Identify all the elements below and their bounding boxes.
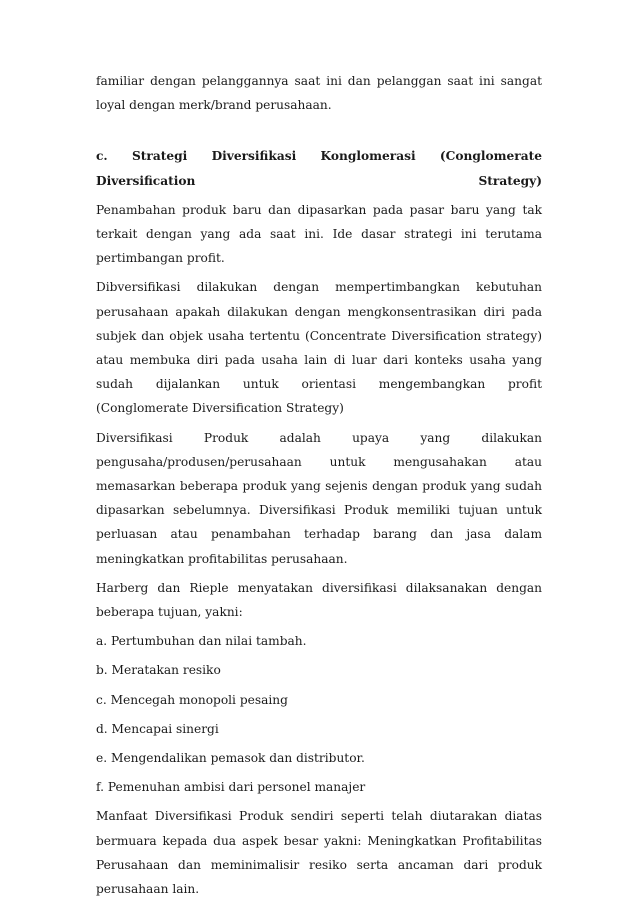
list-item: b. Meratakan resiko — [96, 663, 221, 678]
paragraph-diversification-consideration: Dibversifikasi dilakukan dengan mempertimbangkan kebutuhan perusahaan apakah dilakukan dengan mengkonsentrasikan diri pada subjek dan objek usaha tertentu (Concentrate Diversification strategy) atau membuka diri pada usaha lain di luar dari konteks usaha yang sudah dijalankan untuk orientasi mengembangkan profit (Conglomerate Diversification Strategy) — [96, 280, 542, 416]
list-item: d. Mencapai sinergi — [96, 721, 219, 736]
section-heading: c. Strategi Diversifikasi Konglomerasi (Conglomerate Diversification Strategy) — [96, 149, 542, 188]
paragraph-continued: familiar dengan pelanggannya saat ini dan pelanggan saat ini sangat loyal dengan merk/brand perusahaan. — [96, 74, 542, 113]
paragraph-product-diversification: Diversifikasi Produk adalah upaya yang dilakukan pengusaha/produsen/perusahaan untuk mengusahakan atau memasarkan beberapa produk yang sejenis dengan produk yang sudah dipasarkan sebelumnya. Diversifikasi Produk memiliki tujuan untuk perluasan atau penambahan terhadap barang dan jasa dalam meningkatkan profitabilitas perusahaan. — [96, 430, 542, 566]
list-item: c. Mencegah monopoli pesaing — [96, 692, 288, 707]
paragraph-harberg-rieple: Harberg dan Rieple menyatakan diversifikasi dilaksanakan dengan beberapa tujuan, yakni: — [96, 580, 542, 620]
paragraph-benefits: Manfaat Diversifikasi Produk sendiri seperti telah diutarakan diatas bermuara kepada dua aspek besar yakni: Meningkatkan Profitabilitas Perusahaan dan meminimalisir resiko serta ancaman dari produk perusahaan lain. — [96, 809, 542, 897]
list-item: a. Pertumbuhan dan nilai tambah. — [96, 634, 307, 649]
list-item: f. Pemenuhan ambisi dari personel manajer — [96, 780, 366, 795]
paragraph-conglomerate-definition: Penambahan produk baru dan dipasarkan pada pasar baru yang tak terkait dengan yang ada saat ini. Ide dasar strategi ini terutama pertimbangan profit. — [96, 202, 542, 266]
list-item: e. Mengendalikan pemasok dan distributor. — [96, 751, 365, 766]
